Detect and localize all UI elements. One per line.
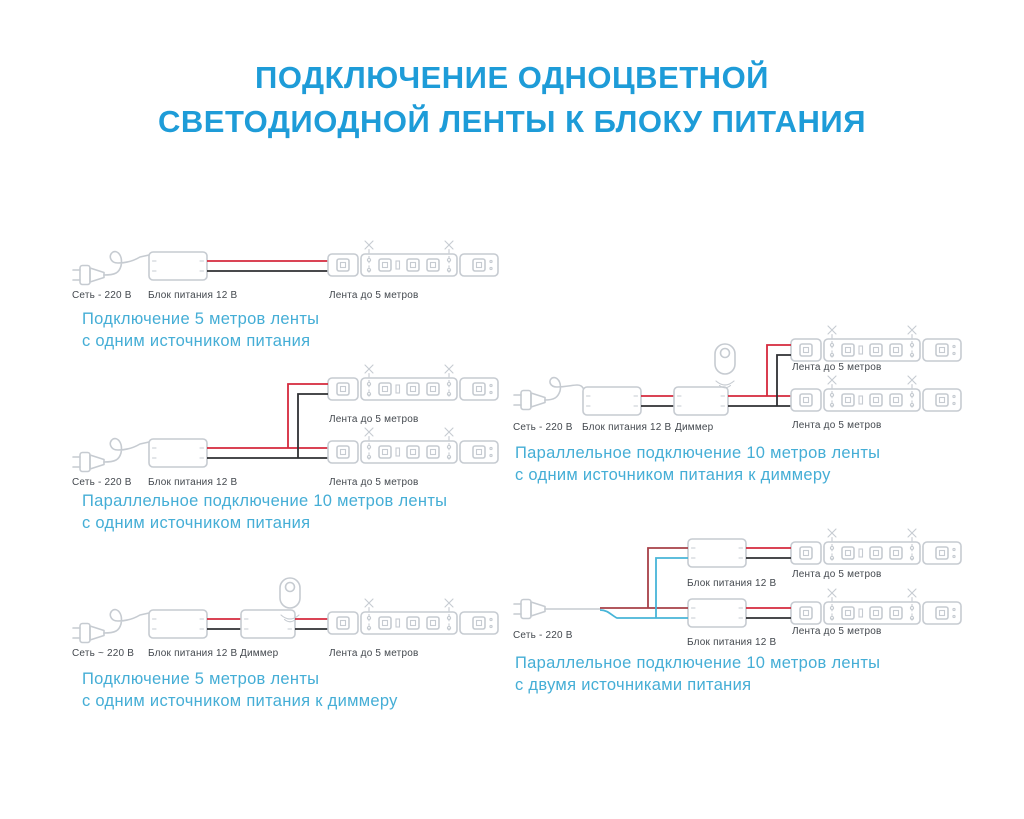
power-supply-box	[149, 439, 207, 467]
mains-cord	[104, 610, 149, 633]
psu-label: Блок питания 12 В	[582, 422, 672, 433]
diagram-caption-line2: с одним источником питания к диммеру	[515, 466, 831, 484]
remote-icon	[280, 578, 300, 622]
page-title-line1: ПОДКЛЮЧЕНИЕ ОДНОЦВЕТНОЙ	[255, 60, 769, 95]
led-strip	[328, 241, 498, 276]
led-strip	[328, 599, 498, 634]
strip-label: Лента до 5 метров	[329, 648, 419, 659]
strip-label: Лента до 5 метров	[329, 290, 419, 301]
diagram-caption-line1: Подключение 5 метров ленты	[82, 310, 320, 328]
strip-bottom-label: Лента до 5 метров	[329, 477, 419, 488]
strip-bottom-label: Лента до 5 метров	[792, 420, 882, 431]
psu-bottom-label: Блок питания 12 В	[687, 637, 777, 648]
page-title-line2: СВЕТОДИОДНОЙ ЛЕНТЫ К БЛОКУ ПИТАНИЯ	[158, 104, 866, 139]
psu-label: Блок питания 12 В	[148, 648, 238, 659]
plug-icon	[73, 266, 104, 285]
diagram-1-single-strip	[60, 238, 500, 358]
plug-icon	[514, 600, 545, 619]
diagram-2-parallel-one-psu	[60, 363, 500, 538]
strip-top-label: Лента до 5 метров	[792, 569, 882, 580]
led-strip-bottom	[791, 376, 961, 411]
mains-cord	[545, 378, 583, 400]
diagram-caption-line1: Параллельное подключение 10 метров ленты	[82, 492, 448, 510]
mains-label: Сеть - 220 В	[72, 290, 132, 301]
power-supply-box	[583, 387, 641, 415]
mains-label: Сеть - 220 В	[72, 477, 132, 488]
plug-icon	[514, 391, 545, 410]
page-title	[0, 56, 1024, 144]
mains-cord	[104, 252, 149, 275]
power-supply-box-bottom	[688, 599, 746, 627]
psu-top-label: Блок питания 12 В	[687, 578, 777, 589]
dimmer-box	[241, 610, 295, 638]
diagram-caption-line1: Параллельное подключение 10 метров ленты	[515, 654, 881, 672]
dimmer-label: Диммер	[675, 422, 714, 433]
strip-top-label: Лента до 5 метров	[792, 362, 882, 373]
dimmer-box	[674, 387, 728, 415]
power-supply-box	[149, 610, 207, 638]
diagram-caption-line2: с одним источником питания к диммеру	[82, 692, 398, 710]
remote-icon	[715, 344, 735, 388]
mains-label: Сеть - 220 В	[513, 422, 573, 433]
wire-mains-cyan	[600, 558, 688, 618]
diagram-4-dimmer-parallel	[505, 323, 965, 493]
led-strip-top	[791, 326, 961, 361]
led-strip-top	[791, 529, 961, 564]
diagram-3-dimmer-single	[60, 572, 500, 717]
wire-black	[728, 355, 791, 406]
psu-label: Блок питания 12 В	[148, 290, 238, 301]
diagram-caption-line1: Параллельное подключение 10 метров ленты	[515, 444, 881, 462]
diagram-5-two-psu	[505, 528, 965, 698]
wire-red	[728, 345, 791, 396]
mains-label: Сеть ~ 220 В	[72, 648, 135, 659]
led-strip-bottom	[328, 428, 498, 463]
mains-label: Сеть - 220 В	[513, 630, 573, 641]
power-supply-box	[149, 252, 207, 280]
psu-label: Блок питания 12 В	[148, 477, 238, 488]
diagram-caption-line1: Подключение 5 метров ленты	[82, 670, 320, 688]
power-supply-box-top	[688, 539, 746, 567]
wire-mains-red	[600, 548, 688, 608]
diagram-caption-line2: с одним источником питания	[82, 332, 311, 350]
led-strip-bottom	[791, 589, 961, 624]
mains-cord	[104, 439, 149, 462]
plug-icon	[73, 453, 104, 472]
strip-top-label: Лента до 5 метров	[329, 414, 419, 425]
led-strip-top	[328, 365, 498, 400]
diagram-caption-line2: с двумя источниками питания	[515, 676, 752, 694]
plug-icon	[73, 624, 104, 643]
strip-bottom-label: Лента до 5 метров	[792, 626, 882, 637]
dimmer-label: Диммер	[240, 648, 279, 659]
diagram-caption-line2: с одним источником питания	[82, 514, 311, 532]
